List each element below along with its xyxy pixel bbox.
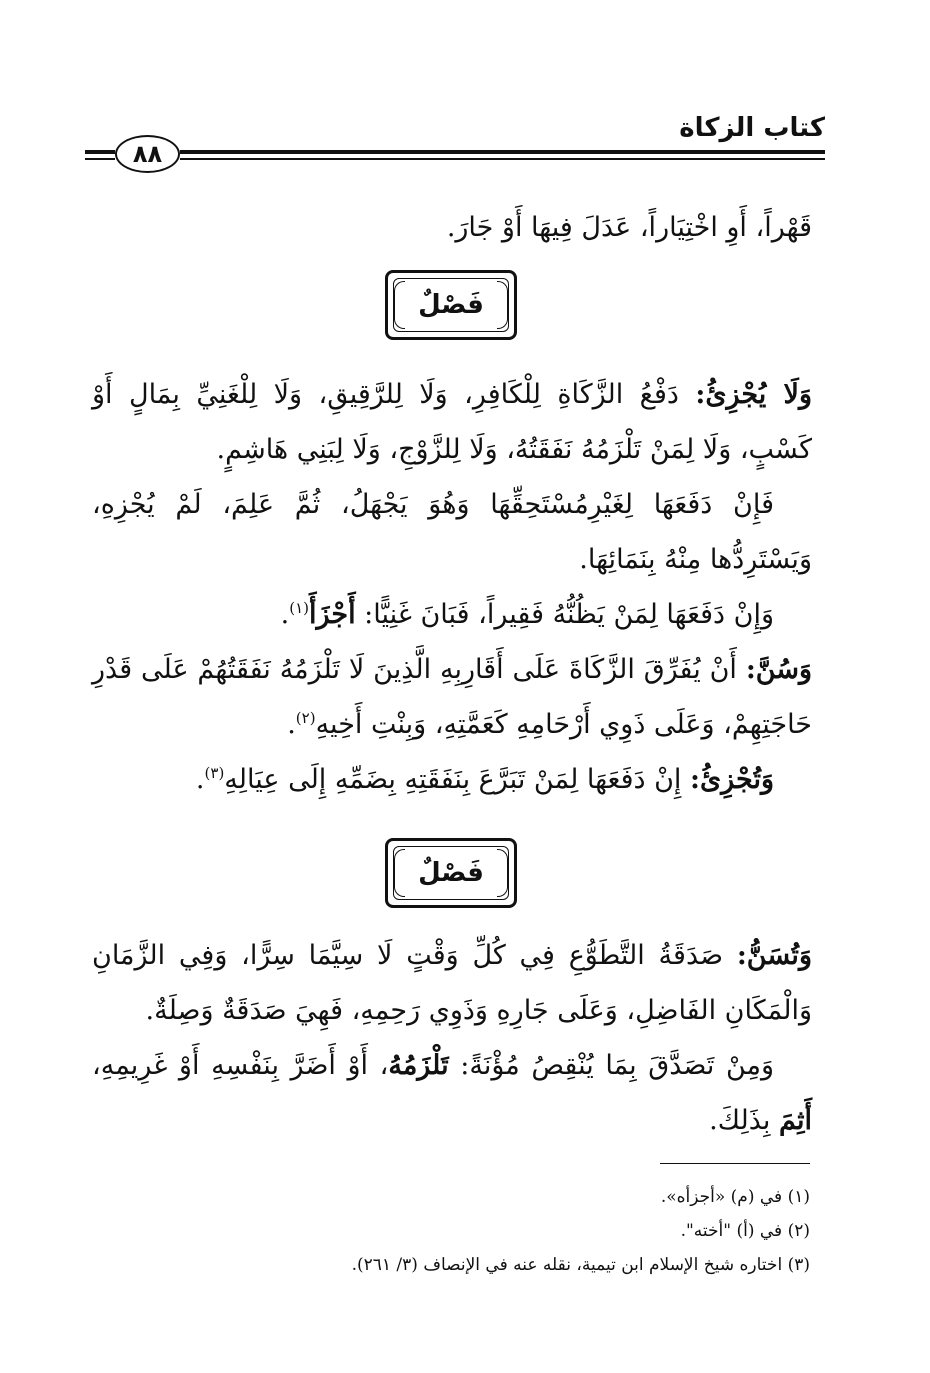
section-header-box-1: [385, 270, 517, 340]
footnote-3: (٣) اختاره شيخ الإسلام ابن تيمية، نقله عنه في الإنصاف (٣/ ٢٦١).: [351, 1255, 810, 1275]
paragraph-1: [92, 367, 812, 477]
paragraph-5-lead: وَتُجْزِئُ:: [690, 764, 774, 795]
paragraph-3-text: وَإِنْ دَفَعَهَا لِمَنْ يَظُنُّهُ فَقِيراً، فَبَانَ غَنِيًّا:: [355, 599, 774, 630]
paragraph-5-text: إِنْ دَفَعَهَا لِمَنْ تَبَرَّعَ بِنَفَقَتِهِ بِضَمِّهِ إِلَى عِيَالِهِ: [224, 764, 691, 795]
section-header-2: فَصْلٌ: [418, 858, 484, 888]
header-rule-thin: [180, 158, 825, 160]
footnote-ref-2[interactable]: (٢): [295, 709, 316, 727]
paragraph-7: [92, 1038, 812, 1148]
footnote-ref-1[interactable]: (١): [289, 599, 309, 617]
paragraph-4: [92, 642, 812, 752]
opening-text: [92, 200, 812, 255]
paragraph-1-text: دَفْعُ الزَّكَاةِ لِلْكَافِرِ، وَلَا لِلرَّقِيقِ، وَلَا لِلْغَنِيِّ بِمَالٍ أَوْ كَسْبٍ، وَلَا لِمَنْ تَلْزَمُهُ نَفَقَتُهُ، وَلَا لِلزَّوْجِ، وَلَا لِبَنِي هَاشِمٍ.: [92, 379, 812, 465]
ornament-bracket-left: [394, 281, 405, 329]
header-rule-thick: [180, 150, 825, 154]
header-rule-left-thin: [85, 158, 115, 160]
footnotes: [150, 1180, 810, 1282]
section-header-frame-2: [393, 846, 509, 900]
paragraph-3-bold: أَجْزَأَ: [308, 599, 356, 630]
paragraph-6-lead: وَتُسَنُّ:: [736, 940, 812, 971]
paragraph-1-lead: وَلَا يُجْزِئُ:: [695, 379, 812, 410]
header-rule-left-thick: [85, 150, 115, 154]
paragraph-3-end: .: [280, 599, 290, 630]
ornament-bracket-right: [497, 281, 508, 329]
paragraph-7-end: بِذَلِكَ.: [709, 1105, 779, 1136]
paragraph-4-end: .: [287, 709, 296, 740]
paragraph-4-lead: وَسُنَّ:: [745, 654, 812, 685]
paragraph-2: فَإِنْ دَفَعَهَا لِغَيْرِمُسْتَحِقِّهَا وَهُوَ يَجْهَلُ، ثُمَّ عَلِمَ، لَمْ يُجْزِهِ، وَيَسْتَرِدُّها مِنْهُ بِنَمَائِهَا.: [92, 489, 812, 575]
paragraph-3: [92, 587, 812, 642]
section-header-1: فَصْلٌ: [418, 290, 484, 320]
paragraph-6: [92, 928, 812, 1038]
paragraph-4-text: أَنْ يُفَرِّقَ الزَّكَاةَ عَلَى أَقَارِبِهِ الَّذِينَ لَا تَلْزَمُهُ نَفَقَتُهُمْ عَلَى قَدْرِ حَاجَتِهِمْ، وَعَلَى ذَوِي أَرْحَامِهِ كَعَمَّتِهِ، وَبِنْتِ أَخِيهِ: [92, 654, 812, 740]
paragraph-7-mid: ، أَوْ أَضَرَّ بِنَفْسِهِ أَوْ غَرِيمِهِ،: [92, 1050, 389, 1081]
footnote-separator: [660, 1163, 810, 1164]
paragraph-5: [92, 752, 812, 807]
page-header: [85, 105, 825, 185]
section-1-body: [92, 367, 812, 807]
section-header-box-2: [385, 838, 517, 908]
ornament-bracket-right: [497, 849, 508, 897]
paragraph-6-text: صَدَقَةُ التَّطَوُّعِ فِي كُلِّ وَقْتٍ لَا سِيَّمَا سِرًّا، وَفِي الزَّمَانِ وَالْمَكَانِ الفَاضِلِ، وَعَلَى جَارِهِ وَذَوِي رَحِمِهِ، فَهِيَ صَدَقَةٌ وَصِلَةٌ.: [92, 940, 812, 1026]
footnote-1: (١) في (م) «أجزأه».: [660, 1187, 810, 1207]
paragraph-7-bold-1: تَلْزَمُهُ: [388, 1050, 449, 1081]
paragraph-7-bold-2: أَثِمَ: [779, 1105, 812, 1136]
section-2-body: [92, 928, 812, 1148]
page-number: ٨٨: [115, 135, 180, 173]
ornament-bracket-left: [394, 849, 405, 897]
book-title: كتاب الزكاة: [679, 113, 825, 143]
paragraph-0: قَهْراً، أَوِ اخْتِيَاراً، عَدَلَ فِيهَا أَوْ جَارَ.: [446, 212, 812, 243]
footnote-ref-3[interactable]: (٣): [204, 764, 225, 782]
paragraph-7-text: وَمِنْ تَصَدَّقَ بِمَا يُنْقِصُ مُؤْنَةً:: [448, 1050, 774, 1081]
footnote-2: (٢) في (أ) "أخته".: [680, 1221, 810, 1241]
section-header-frame-1: [393, 278, 509, 332]
paragraph-5-end: .: [195, 764, 205, 795]
